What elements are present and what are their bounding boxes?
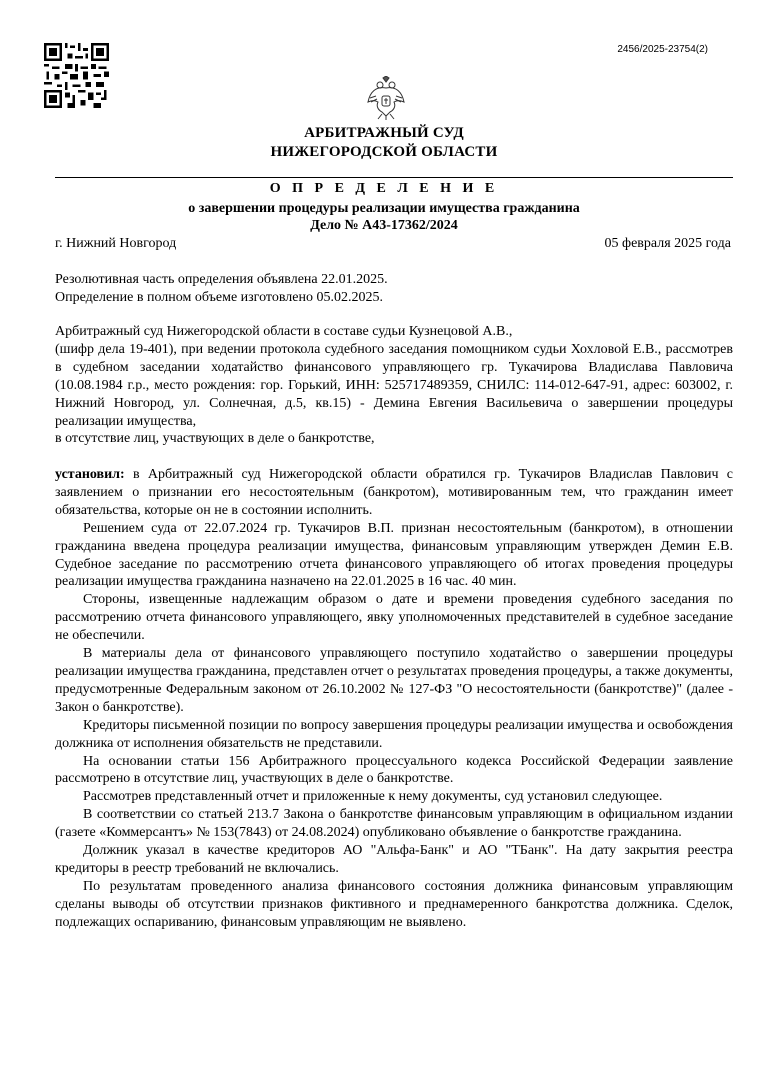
- operative-dates-block: [55, 271, 733, 307]
- findings-block: [55, 466, 733, 932]
- case-number: Дело № А43-17362/2024: [310, 218, 458, 233]
- established-text: в Арбитражный суд Нижегородской области обратился гр. Тукачиров Владислав Павлович с заявлением о признании его несостоятельным (банкротом), мотивированным тем, что гражданин имеет обязательства, которые он не в состоянии исполнить.: [55, 467, 733, 518]
- qr-code: [44, 43, 109, 108]
- paragraph: На основании статьи 156 Арбитражного процессуального кодекса Российской Федерации заявление рассмотрено в отсутствие лиц, участвующих в деле о банкротстве.: [55, 753, 733, 787]
- coat-of-arms-icon: [366, 76, 406, 120]
- paragraph: Рассмотрев представленный отчет и приложенные к нему документы, суд установил следующее.: [83, 789, 663, 805]
- court-name-line1: АРБИТРАЖНЫЙ СУД: [304, 125, 464, 141]
- paragraph: Кредиторы письменной позиции по вопросу завершения процедуры реализации имущества и освобождения должника от исполнения обязательств не представили.: [55, 717, 733, 751]
- document-date: 05 февраля 2025 года: [604, 236, 731, 251]
- court-composition-block: [55, 323, 733, 448]
- paragraph: В соответствии со статьей 213.7 Закона о банкротстве финансовым управляющим в официальном издании (газете «Коммерсантъ» № 153(7843) от 24.08.2024) опубликовано объявление о банкротстве гражданина.: [55, 807, 733, 841]
- absence-line: в отсутствие лиц, участвующих в деле о банкротстве,: [55, 431, 375, 447]
- city: г. Нижний Новгород: [55, 236, 177, 251]
- court-name-line2: НИЖЕГОРОДСКОЙ ОБЛАСТИ: [270, 144, 498, 160]
- operative-part-line: Резолютивная часть определения объявлена 22.01.2025.: [55, 272, 388, 287]
- document-heading: О П Р Е Д Е Л Е Н И Е: [269, 181, 499, 196]
- document-number: 2456/2025-23754(2): [617, 44, 708, 55]
- paragraph: Должник указал в качестве кредиторов АО "Альфа-Банк" и АО "ТБанк". На дату закрытия реестра кредиторы в реестр требований не включались.: [55, 843, 733, 876]
- paragraph: Решением суда от 22.07.2024 гр. Тукачиров В.П. признан несостоятельным (банкротом), в отношении гражданина введена процедура реализации имущества, финансовым управляющим утвержден Демин Е.В. Судебное заседание по рассмотрению отчета финансового управляющего об итогах проведения процедуры реализации имущества гражданина назначено на 22.01.2025 в 16 час. 40 мин.: [55, 520, 733, 590]
- judge-line: Арбитражный суд Нижегородской области в составе судьи Кузнецовой А.В.,: [55, 324, 513, 339]
- paragraph: В материалы дела от финансового управляющего поступило ходатайство о завершении процедуры реализации имущества гражданина, представлен отчет о результатах проведения процедуры, а также документы, предусмотренные Федеральным законом от 26.10.2002 № 127-ФЗ "О несостоятельности (банкротстве)" (далее - Закон о банкротстве).: [55, 646, 733, 715]
- paragraph: Стороны, извещенные надлежащим образом о дате и времени проведения судебного заседания по рассмотрению отчета финансового управляющего, явку уполномоченных представителей в судебное заседание не обеспечили.: [55, 592, 733, 644]
- hearing-description: (шифр дела 19-401), при ведении протокола судебного заседания помощником судьи Хохловой Е.В., рассмотрев в судебном заседании ходатайство финансового управляющего гр. Тукачирова Владислава Павловича (10.08.1984 г.р., место рождения: гор. Горький, ИНН: 525717489359, СНИЛС: 114-012-647-91, адрес: 603002, г. Нижний Новгород, ул. Солнечная, д.5, кв.15) - Демина Евгения Васильевича о завершении процедуры реализации имущества,: [55, 341, 733, 429]
- established-paragraph: [55, 466, 733, 520]
- full-text-line: Определение в полном объеме изготовлено 05.02.2025.: [55, 289, 383, 305]
- paragraph: По результатам проведенного анализа финансового состояния должника финансовым управляющим сделаны выводы об отсутствии признаков фиктивного и преднамеренного банкротства должника. Сделок, подлежащих оспариванию, финансовым управляющим не выявлено.: [55, 878, 733, 930]
- document-subtitle: о завершении процедуры реализации имущества гражданина: [188, 201, 580, 216]
- established-label: установил:: [55, 467, 125, 482]
- header-divider: [55, 177, 733, 178]
